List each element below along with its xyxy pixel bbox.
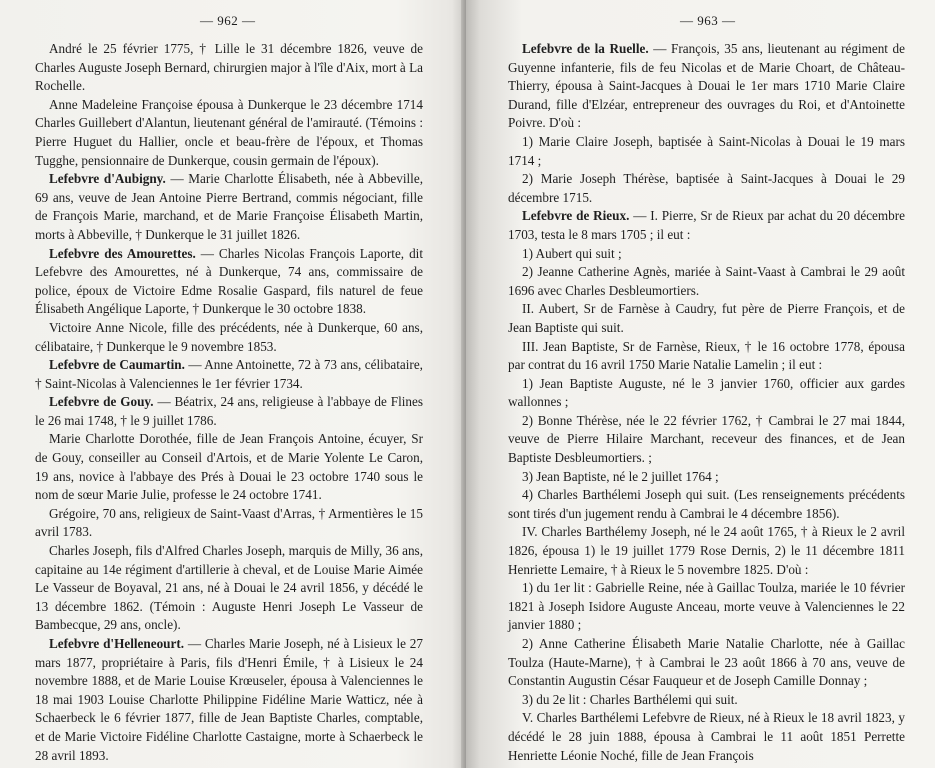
paragraph-text: 2) Marie Joseph Thérèse, baptisée à Saint-Jacques à Douai le 29 décembre 1715. [508,171,905,205]
paragraph-text: IV. Charles Barthélemy Joseph, né le 24 août 1765, † à Rieux le 2 avril 1826, épousa 1) le 19 juillet 1779 Rose Dernis, 2) le 11 décembre 1811 Henriette Lemaire, † à Rieux le 5 novembre 1825. D'où : [508,524,905,577]
page-number-right: — 963 — [680,13,736,28]
paragraph [508,40,905,133]
paragraph [508,263,905,300]
paragraph-text: 4) Charles Barthélemi Joseph qui suit. (Les renseignements précédents sont tirés d'un jugement rendu à Cambrai le 4 décembre 1856). [508,487,905,521]
paragraph [508,412,905,468]
paragraph [508,523,905,579]
paragraph-text: III. Jean Baptiste, Sr de Farnèse, Rieux, † le 16 octobre 1778, épousa par contrat du 16 avril 1750 Marie Natalie Lamelin ; il eut : [508,338,905,373]
paragraph-heading: Lefebvre de Gouy. [49,394,154,410]
paragraph-heading: Lefebvre d'Aubigny. [49,171,166,187]
paragraph [508,207,905,244]
page-number-left: — 962 — [200,13,256,28]
paragraph-text: 1) Aubert qui suit ; [522,245,622,261]
paragraph [508,468,905,487]
paragraph [35,40,423,96]
paragraph-text: — Charles Nicolas François Laporte, dit Lefebvre des Amourettes, né à Dunkerque, 74 ans, commissaire de police, époux de Victoire Edme Rosalie Gaspard, fils naturel de feue Élisabeth Angélique Laporte, † Dunkerque le 30 octobre 1838. [35,245,423,317]
paragraph [35,170,423,244]
paragraph-text: II. Aubert, Sr de Farnèse à Caudry, fut père de Pierre François, et de Jean Baptiste qui suit. [508,301,905,335]
paragraph [508,691,905,710]
paragraph-text: Anne Madeleine Françoise épousa à Dunkerque le 23 décembre 1714 Charles Guillebert d'Alantun, lieutenant général de l'amirauté. (Témoins : Pierre Huguet du Hallier, oncle et beau-frère de l'époux, et Thomas Tugghe, pensionnaire de Dunkerque, cousin germain de l'époux). [35,96,423,168]
paragraph [508,579,905,635]
paragraph-heading: Lefebvre de Rieux. [522,208,630,224]
paragraph-text: — Marie Charlotte Élisabeth, née à Abbeville, 69 ans, veuve de Jean Antoine Pierre Bertrand, commis négociant, fille de François Marie, marchand, et de Marie Françoise Élisabeth Martin, morts à Abbeville, † Dunkerque le 31 juillet 1826. [35,171,423,242]
paragraph-text: V. Charles Barthélemi Lefebvre de Rieux, né à Rieux le 18 avril 1823, y décédé le 28 juin 1888, épousa à Cambrai le 11 août 1851 Perrette Henriette Léonie Noché, fille de Jean François [508,710,905,763]
paragraph-heading: Lefebvre de la Ruelle. [522,41,649,56]
paragraph [508,375,905,412]
right-page [466,0,935,768]
paragraph-text: 2) Bonne Thérèse, née le 22 février 1762, † Cambrai le 27 mai 1844, veuve de Pierre Hilaire Marchant, receveur des finances, et de Jean Baptiste Desbleumortiers. ; [508,412,905,466]
paragraph-text: 2) Jeanne Catherine Agnès, mariée à Saint-Vaast à Cambrai le 29 août 1696 avec Charles Desbleumortiers. [508,264,905,298]
paragraph-text: Grégoire, 70 ans, religieux de Saint-Vaast d'Arras, † Armentières le 15 avril 1783. [35,505,423,540]
paragraph [508,133,905,170]
paragraph-text: Victoire Anne Nicole, fille des précédents, née à Dunkerque, 60 ans, célibataire, † Dunkerque le 9 novembre 1853. [35,319,423,354]
paragraph-text: Marie Charlotte Dorothée, fille de Jean François Antoine, écuyer, Sr de Gouy, conseiller au Conseil d'Artois, et de Marie Yolente Le Caron, 19 ans, novice à l'abbaye des Prés à Douai le 23 octobre 1740 sous le nom de sœur Marie Julie, professe le 24 octobre 1741. [35,431,423,503]
paragraph-text: Charles Joseph, fils d'Alfred Charles Joseph, marquis de Milly, 36 ans, capitaine au 14e régiment d'artillerie à cheval, et de Louise Marie Aimée Le Vasseur de Boyaval, 21 ans, né à Douai le 24 avril 1856, y décédé le 13 décembre 1862. (Témoin : Auguste Henri Joseph Le Vasseur de Bambecque, 29 ans, oncle). [35,543,423,633]
paragraph [35,319,423,356]
paragraph [508,338,905,375]
paragraph-text: 3) du 2e lit : Charles Barthélemi qui suit. [522,691,738,707]
paragraph-text: — Charles Marie Joseph, né à Lisieux le 27 mars 1877, propriétaire à Paris, fils d'Henri Émile, † à Lisieux le 24 novembre 1888, et de Marie Louise Krœuseler, épousa à Valenciennes le 18 mai 1903 Louise Charlotte Philippine Fidéline Marie Watticz, née à Schaerbeck le 6 février 1877, fille de Jean Baptiste Charles, comptable, et de Marie Victoire Fidéline Charlotte Castaigne, morte à Schaerbeck le 28 avril 1893. [35,636,423,763]
paragraph-text: 1) Marie Claire Joseph, baptisée à Saint-Nicolas à Douai le 19 mars 1714 ; [508,133,905,168]
paragraph [35,356,423,393]
paragraph [508,486,905,523]
paragraph [508,709,905,765]
paragraph-heading: Lefebvre de Caumartin. [49,357,185,373]
paragraph-text: 3) Jean Baptiste, né le 2 juillet 1764 ; [522,468,719,484]
paragraph-text: — Anne Antoinette, 72 à 73 ans, célibataire, † Saint-Nicolas à Valenciennes le 1er février 1734. [35,357,423,391]
paragraph-text: — François, 35 ans, lieutenant au régiment de Guyenne infanterie, fils de feu Nicolas et de Marie Choart, de Château-Thierry, épousa à Saint-Jacques à Douai le 1er mars 1710 Marie Claire Durand, fille d'Elzéar, entrepreneur des ouvrages du Roi, et d'Antoinette Poivre. D'où : [508,41,905,131]
paragraph-text: André le 25 février 1775, † Lille le 31 décembre 1826, veuve de Charles Auguste Joseph Bernard, chirurgien major à l'île d'Aix, mort à La Rochelle. [35,41,423,94]
paragraph [508,300,905,337]
left-page [0,0,466,768]
paragraph [35,430,423,504]
paragraph-heading: Lefebvre d'Helleneourt. [49,636,185,651]
paragraph-text: 1) du 1er lit : Gabrielle Reine, née à Gaillac Toulza, mariée le 10 février 1821 à Joseph Isidore Auguste Anceau, morte veuve à Valenciennes le 22 janvier 1880 ; [508,580,905,633]
paragraph [35,505,423,542]
paragraph-text: — I. Pierre, Sr de Rieux par achat du 20 décembre 1703, testa le 8 mars 1705 ; il eut : [508,208,905,242]
paragraph [35,96,423,170]
paragraph [35,635,423,765]
paragraph-text: 2) Anne Catherine Élisabeth Marie Natalie Charlotte, née à Gaillac Toulza (Haute-Marne), † à Cambrai le 23 août 1866 à 70 ans, veuve de Constantin Augustin César Fauqueur et de Joseph Camille Donnay ; [508,636,905,689]
paragraph-text: 1) Jean Baptiste Auguste, né le 3 janvier 1760, officier aux gardes wallonnes ; [508,375,905,410]
paragraph [508,170,905,207]
paragraph [508,635,905,691]
paragraph [35,245,423,319]
paragraph [35,542,423,635]
paragraph [35,393,423,430]
right-page-text [508,40,905,765]
paragraph [508,245,905,264]
paragraph-heading: Lefebvre des Amourettes. [49,245,196,261]
paragraph-text: — Béatrix, 24 ans, religieuse à l'abbaye de Flines le 26 mai 1748, † le 9 juillet 1786. [35,394,423,428]
left-page-text [35,40,423,765]
